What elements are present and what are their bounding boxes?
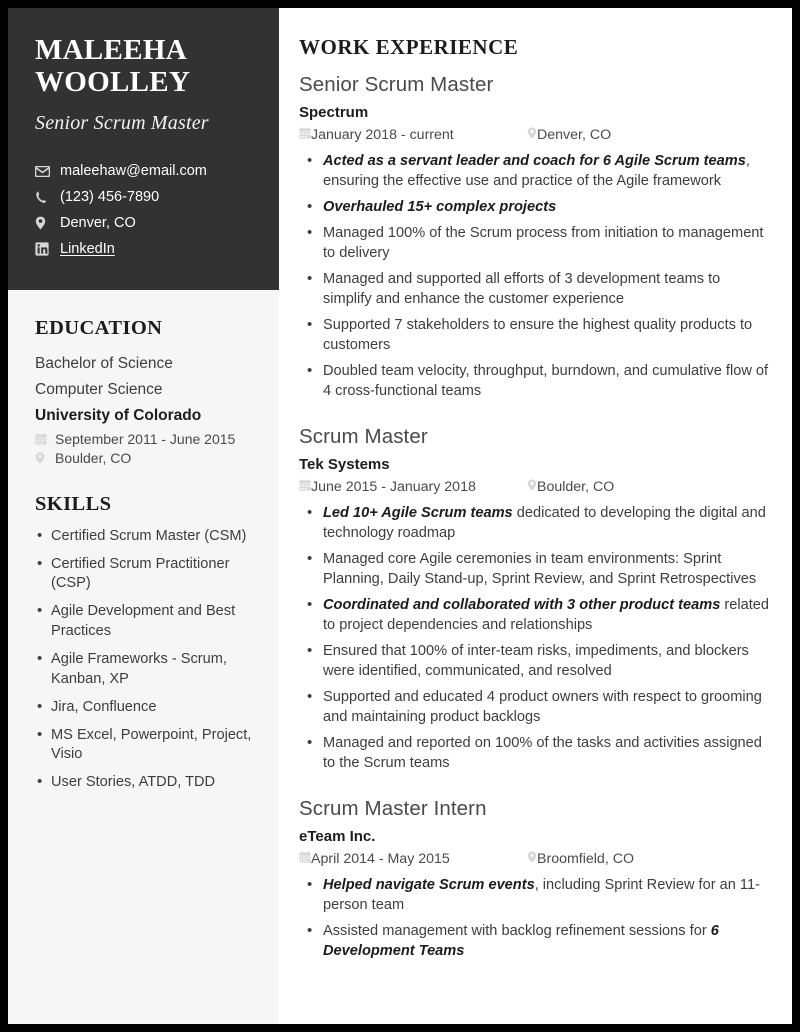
education-field: Computer Science [35,380,163,398]
candidate-name: MALEEHA WOOLLEY [35,34,191,99]
skills-list [35,527,252,793]
job-company: Tek Systems [299,455,390,473]
job-bullet [299,152,770,192]
job-bullet-list [299,876,770,962]
contact-phone-label: (123) 456-7890 [60,189,160,206]
job-location [527,479,614,495]
job-location [527,127,611,143]
bullet-text: related to project dependencies and relationships [323,597,770,634]
job-entry [299,796,770,962]
job-bullet [299,876,770,916]
job-title: Scrum Master Intern [299,796,487,820]
bullet-text: Doubled team velocity, throughput, burndown, and cumulative flow of 4 cross-functional teams [323,363,769,399]
education-heading: EDUCATION [35,317,163,340]
job-title: Senior Scrum Master [299,73,494,96]
job-bullet-list [299,504,770,774]
education-school: University of Colorado [35,406,202,424]
bullet-emphasis: Acted as a servant leader and coach for 6 Agile Scrum teams [323,153,746,170]
bullet-text: Managed and supported all efforts of 3 development teams to simplify and enhance the customer experience [323,271,721,308]
bullet-text: Ensured that 100% of inter-team risks, impediments, and blockers were identified, communicated, and resolved [323,643,749,679]
education-location-label: Boulder, CO [55,449,132,466]
job-company: eTeam Inc. [299,827,376,845]
bullet-text: Supported and educated 4 product owners with respect to grooming and maintaining product backlogs [323,688,762,725]
bullet-text: Supported 7 stakeholders to ensure the highest quality products to customers [323,317,753,354]
phone-icon [35,190,53,204]
resume-page [8,8,792,1024]
education-dates-label: September 2011 - June 2015 [55,430,236,447]
bullet-text: Managed core Agile ceremonies in team environments: Sprint Planning, Daily Stand-up, Sprint Review, and Sprint Retrospectives [323,551,757,588]
location-pin-icon [527,851,537,867]
job-list [299,72,770,962]
bullet-emphasis: Coordinated and collaborated with 3 other product teams [323,597,721,614]
sidebar-header [8,8,279,290]
education-dates [35,431,252,447]
job-bullet [299,642,770,682]
main-content [279,8,792,1024]
bullet-emphasis: Overhauled 15+ complex projects [323,199,557,216]
bullet-text: Managed 100% of the Scrum process from initiation to management to delivery [323,225,764,262]
location-pin-icon [527,479,537,495]
job-bullet [299,922,770,962]
calendar-icon [299,127,311,143]
work-experience-heading: WORK EXPERIENCE [299,35,519,59]
skills-heading: SKILLS [35,492,112,515]
location-pin-icon [35,216,53,230]
bullet-text: Assisted management with backlog refinement sessions for [323,923,711,940]
skill-item: • Certified Scrum Practitioner (CSP) [35,555,252,595]
job-bullet [299,362,770,402]
job-location [527,851,634,867]
job-bullet-list [299,152,770,402]
contact-linkedin[interactable] [35,240,252,258]
education-location [35,450,252,466]
bullet-text: dedicated to developing the digital and technology roadmap [323,505,766,542]
bullet-text: , including Sprint Review for an 11-person team [323,877,760,914]
location-pin-icon [527,127,537,143]
job-dates [299,127,454,143]
job-entry [299,72,770,402]
bullet-emphasis: Led 10+ Agile Scrum teams [323,505,513,522]
contact-linkedin-label[interactable]: LinkedIn [60,241,115,258]
job-company: Spectrum [299,103,369,121]
sidebar [8,8,279,1024]
job-bullet [299,270,770,310]
job-meta [299,479,770,498]
calendar-icon [35,433,50,445]
job-meta [299,127,770,146]
skill-item: • User Stories, ATDD, TDD [35,773,252,793]
sidebar-body [8,317,279,793]
contact-email[interactable] [35,162,252,180]
job-bullet [299,316,770,356]
envelope-icon [35,166,53,177]
job-bullet [299,224,770,264]
job-bullet [299,596,770,636]
contact-location [35,214,252,232]
job-entry [299,424,770,774]
job-location-label: Denver, CO [537,127,612,144]
job-meta [299,851,770,870]
job-bullet [299,734,770,774]
calendar-icon [299,479,311,495]
calendar-icon [299,851,311,867]
skill-item: • Agile Frameworks - Scrum, Kanban, XP [35,650,252,690]
contact-location-label: Denver, CO [60,215,136,232]
skill-item: • Jira, Confluence [35,698,252,718]
job-location-label: Boulder, CO [537,479,615,496]
job-location-label: Broomfield, CO [537,851,634,868]
job-dates-label: April 2014 - May 2015 [311,851,450,868]
skill-item: • Certified Scrum Master (CSM) [35,527,252,547]
bullet-emphasis: 6 Development Teams [323,923,719,960]
skill-item: • Agile Development and Best Practices [35,602,252,642]
contact-phone[interactable] [35,188,252,206]
candidate-job-title: Senior Scrum Master [35,111,209,134]
linkedin-icon [35,242,53,256]
job-dates [299,479,476,495]
skill-item: • MS Excel, Powerpoint, Project, Visio [35,726,252,766]
job-bullet [299,688,770,728]
job-bullet [299,198,770,218]
bullet-text: , ensuring the effective use and practice of the Agile framework [323,153,750,190]
contact-list [35,162,252,259]
skills-section [35,493,252,793]
job-dates [299,851,450,867]
job-dates-label: January 2018 - current [311,127,454,144]
job-dates-label: June 2015 - January 2018 [311,479,476,496]
education-degree: Bachelor of Science [35,355,173,373]
job-bullet [299,550,770,590]
bullet-emphasis: Helped navigate Scrum events [323,877,535,894]
education-section [35,317,252,465]
contact-email-label: maleehaw@email.com [60,162,207,179]
job-bullet [299,504,770,544]
location-pin-icon [35,452,50,464]
bullet-text: Managed and reported on 100% of the tasks and activities assigned to the Scrum teams [323,734,762,771]
job-title: Scrum Master [299,424,428,448]
